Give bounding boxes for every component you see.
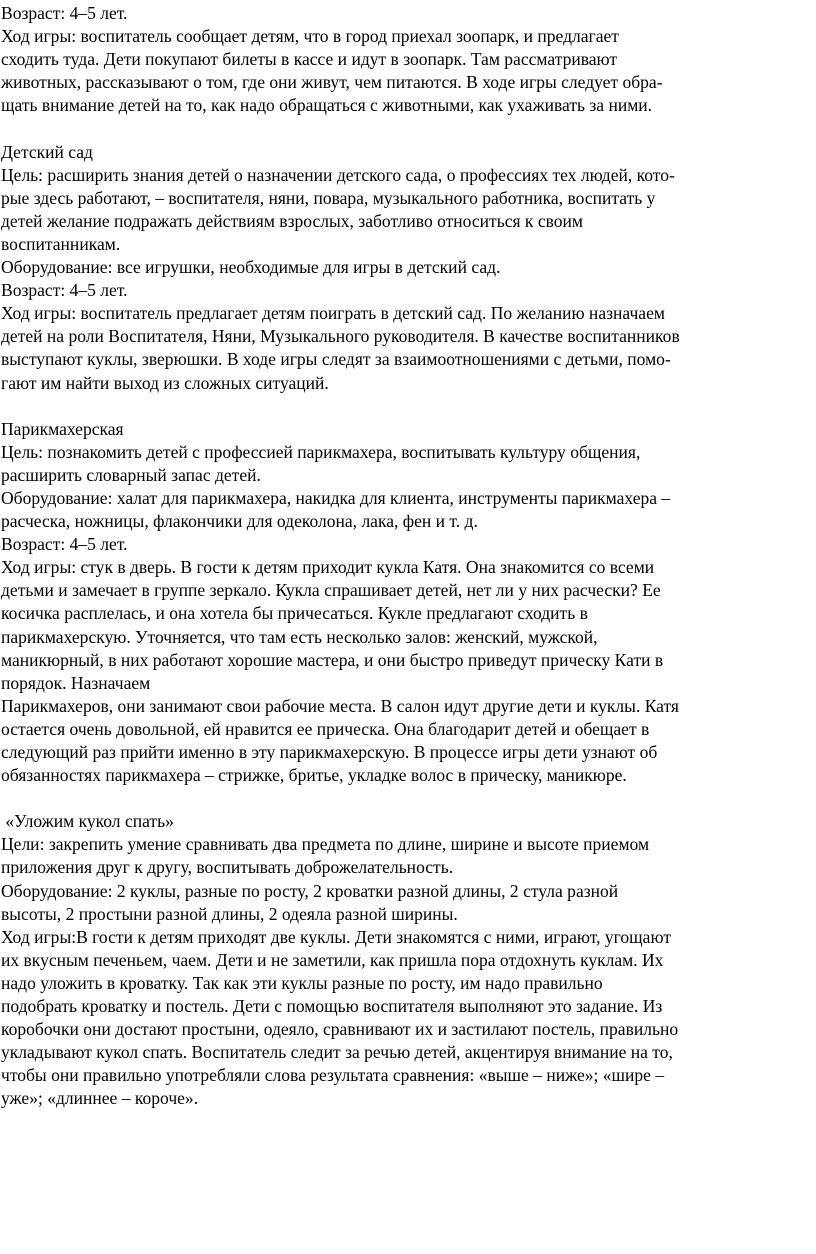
text-line: Ход игры: стук в дверь. В гости к детям приходит кукла Катя. Она знакомится со всеми <box>1 557 655 578</box>
text-line: Оборудование: халат для парикмахера, накидка для клиента, инструменты парикмахера – <box>1 487 671 508</box>
text-line: высоты, 2 простыни разной длины, 2 одеяла разной ширины. <box>1 903 458 924</box>
text-line: детьми и замечает в группе зеркало. Кукла спрашивает детей, нет ли у них расчески? Ее <box>1 580 661 601</box>
text-line: парикмахерскую. Уточняется, что там есть несколько залов: женский, мужской, <box>1 626 598 647</box>
section-title: Парикмахерская <box>1 418 124 439</box>
text-line: порядок. Назначаем <box>1 672 151 693</box>
text-line: обязанностях парикмахера – стрижке, бритье, укладке волос в прическу, маникюре. <box>1 765 627 786</box>
text-line: коробочки они достают простыни, одеяло, сравнивают их и застилают постель, правильно <box>1 1019 679 1040</box>
text-line: расширить словарный запас детей. <box>1 464 261 485</box>
text-line: Парикмахеров, они занимают свои рабочие места. В салон идут другие дети и куклы. Катя <box>1 695 679 716</box>
text-line: рые здесь работают, – воспитателя, няни, повара, музыкального работника, воспитать у <box>1 187 656 208</box>
paragraph-gap <box>1 395 816 418</box>
text-line: Цель: познакомить детей с профессией парикмахера, воспитывать культуру общения, <box>1 441 641 462</box>
text-line: расческа, ножницы, флакончики для одеколона, лака, фен и т. д. <box>1 511 478 532</box>
paragraph-gap <box>1 787 816 810</box>
text-line: щать внимание детей на то, как надо обращаться с животными, как ухаживать за ними. <box>1 95 653 116</box>
text-line: их вкусным печеньем, чаем. Дети и не заметили, как пришла пора отдохнуть куклам. Их <box>1 949 664 970</box>
text-line: выступают куклы, зверюшки. В ходе игры следят за взаимоотношениями с детьми, помо- <box>1 349 671 370</box>
text-line: Ход игры: воспитатель сообщает детям, что в город приехал зоопарк, и предлагает <box>1 26 619 47</box>
text-line: косичка расплелась, и она хотела бы причесаться. Кукле предлагают сходить в <box>1 603 588 624</box>
text-line: уже»; «длиннее – короче». <box>1 1088 199 1109</box>
text-line: чтобы они правильно употребляли слова результата сравнения: «выше – ниже»; «шире – <box>1 1065 665 1086</box>
text-line: Цель: расширить знания детей о назначении детского сада, о профессиях тех людей, кото- <box>1 164 675 185</box>
text-line: надо уложить в кроватку. Так как эти куклы разные по росту, им надо правильно <box>1 972 603 993</box>
text-line: укладывают кукол спать. Воспитатель следит за речью детей, акцентируя внимание на то, <box>1 1042 673 1063</box>
text-line: Возраст: 4–5 лет. <box>1 534 128 555</box>
section-dolls-sleep <box>1 810 816 1110</box>
section-kindergarten <box>1 141 816 395</box>
text-line: Цели: закрепить умение сравнивать два предмета по длине, ширине и высоте приемом <box>1 834 650 855</box>
paragraph-gap <box>1 117 816 140</box>
text-line: маникюрный, в них работают хорошие мастера, и они быстро приведут прическу Кати в <box>1 649 664 670</box>
text-line: Оборудование: 2 куклы, разные по росту, 2 кроватки разной длины, 2 стула разной <box>1 880 619 901</box>
text-line: детей желание подражать действиям взрослых, заботливо относиться к своим <box>1 210 584 231</box>
text-line: Оборудование: все игрушки, необходимые для игры в детский сад. <box>1 257 501 278</box>
section-hairdresser <box>1 418 816 788</box>
text-line: гают им найти выход из сложных ситуаций. <box>1 372 329 393</box>
section-title: «Уложим кукол спать» <box>1 811 174 832</box>
text-line: Возраст: 4–5 лет. <box>1 280 128 301</box>
text-line: Ход игры: воспитатель предлагает детям поиграть в детский сад. По желанию назначаем <box>1 303 665 324</box>
text-line: Возраст: 4–5 лет. <box>1 3 128 23</box>
text-line: остается очень довольной, ей нравится ее прическа. Она благодарит детей и обещает в <box>1 718 650 739</box>
text-line: приложения друг к другу, воспитывать доброжелательность. <box>1 857 454 878</box>
section-zoo <box>1 2 816 117</box>
text-line: Ход игры:В гости к детям приходят две куклы. Дети знакомятся с ними, играют, угощают <box>1 926 671 947</box>
text-line: животных, рассказывают о том, где они живут, чем питаются. В ходе игры следует обра- <box>1 72 663 93</box>
text-line: детей на роли Воспитателя, Няни, Музыкального руководителя. В качестве воспитанников <box>1 326 680 347</box>
section-title: Детский сад <box>1 141 93 162</box>
text-line: воспитанникам. <box>1 233 121 254</box>
text-line: следующий раз прийти именно в эту парикмахерскую. В процессе игры дети узнают об <box>1 742 658 762</box>
text-line: сходить туда. Дети покупают билеты в кассе и идут в зоопарк. Там рассматривают <box>1 49 618 70</box>
text-line: подобрать кроватку и постель. Дети с помощью воспитателя выполняют это задание. Из <box>1 996 663 1017</box>
